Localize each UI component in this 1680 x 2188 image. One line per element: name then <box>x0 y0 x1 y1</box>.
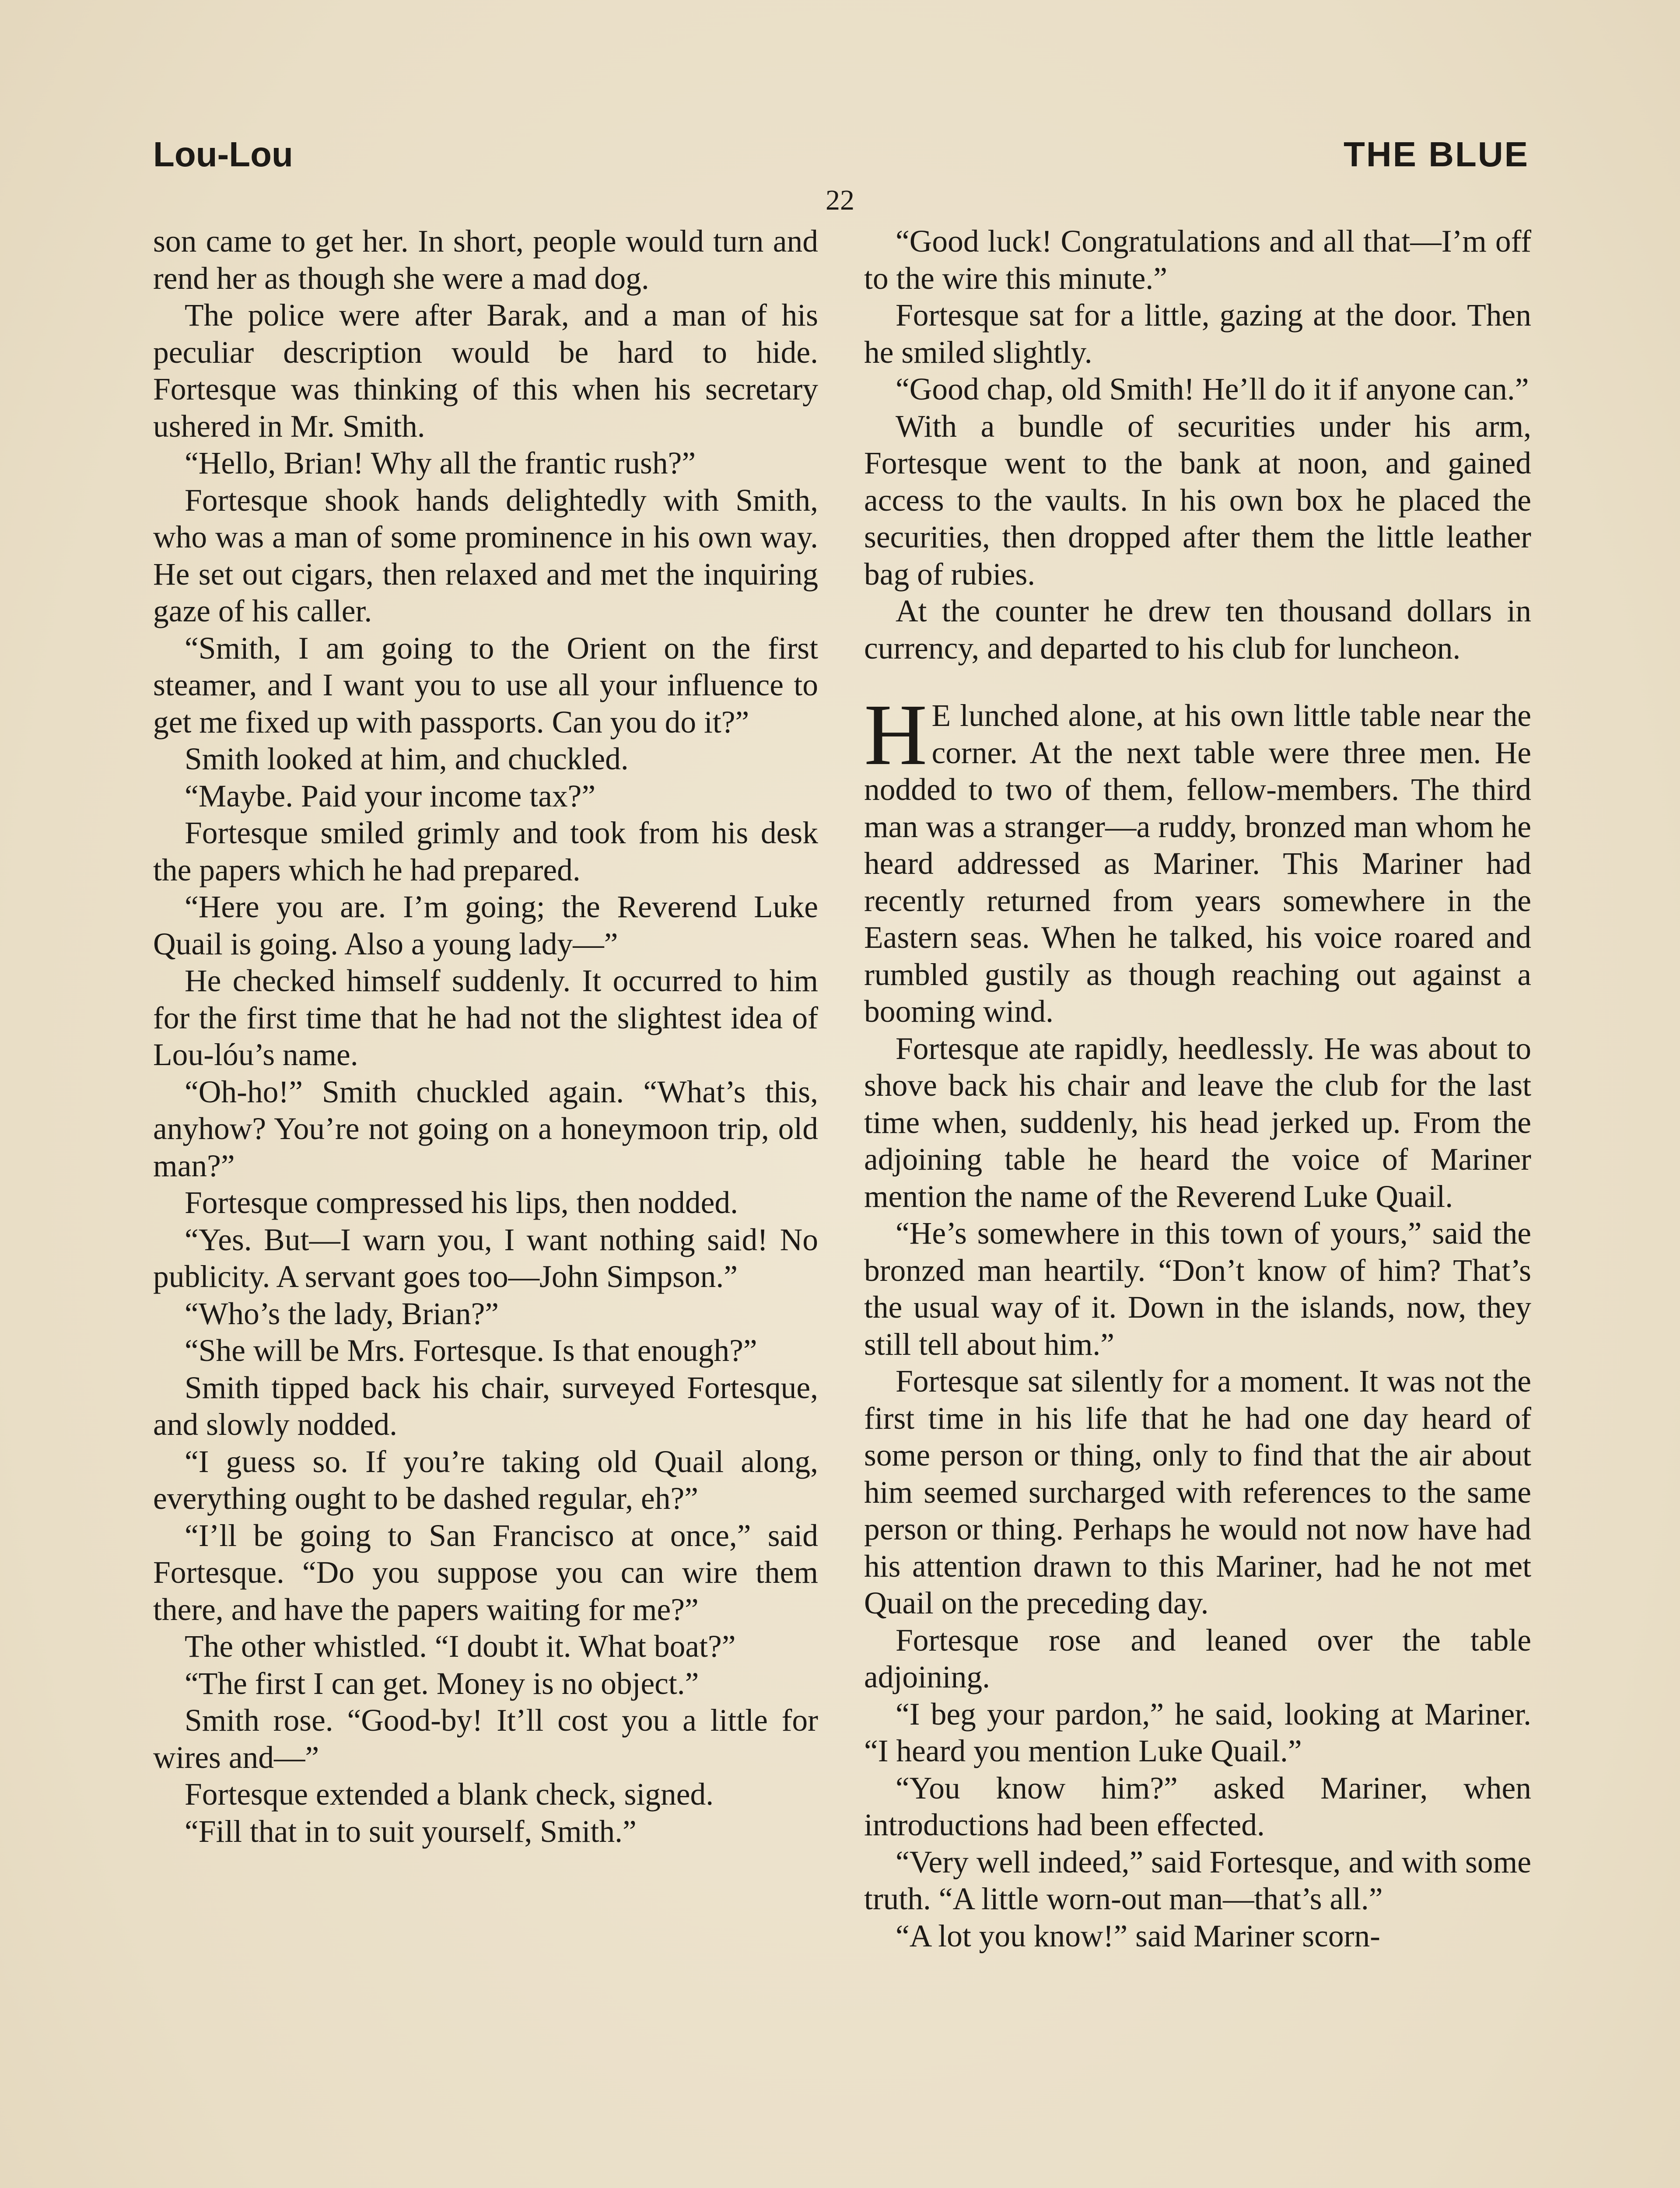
paragraph: “Maybe. Paid your income tax?” <box>185 778 596 813</box>
magazine-title: THE BLUE <box>1344 135 1529 174</box>
paragraph: “Fill that in to suit yourself, Smith.” <box>185 1814 637 1849</box>
right-text-column <box>864 223 1531 2188</box>
paragraph: “I’ll be going to San Francisco at once,” said Fortesque. “Do you suppose you can wire them there, and have the papers waiting for me?” <box>153 1518 818 1627</box>
paragraph: “Good chap, old Smith! He’ll do it if anyone can.” <box>896 372 1529 407</box>
left-text-column <box>153 223 818 2188</box>
paragraph: “He’s somewhere in this town of yours,” said the bronzed man heartily. “Don’t know of him? That’s the usual way of it. Down in the islands, now, they still tell about him.” <box>864 1216 1531 1362</box>
paragraph: At the counter he drew ten thousand dollars in currency, and departed to his club for luncheon. <box>864 594 1531 666</box>
paragraph: Fortesque sat for a little, gazing at the door. Then he smiled slightly. <box>864 298 1531 370</box>
paragraph: Fortesque extended a blank check, signed. <box>185 1777 714 1812</box>
paragraph: Fortesque compressed his lips, then nodded. <box>185 1185 738 1220</box>
paragraph: “Smith, I am going to the Orient on the first steamer, and I want you to use all your influence to get me fixed up with passports. Can you do it?” <box>153 631 818 740</box>
paragraph: “You know him?” asked Mariner, when introductions had been effected. <box>864 1771 1531 1842</box>
paragraph: “Oh-ho!” Smith chuckled again. “What’s this, anyhow? You’re not going on a honeymoon trip, old man?” <box>153 1074 818 1183</box>
paragraph: “A lot you know!” said Mariner scorn- <box>896 1918 1380 1953</box>
paragraph: “Here you are. I’m going; the Reverend Luke Quail is going. Also a young lady—” <box>153 890 818 961</box>
paragraph: “Very well indeed,” said Fortesque, and with some truth. “A little worn-out man—that’s all.” <box>864 1844 1531 1916</box>
paragraph: HE lunched alone, at his own little table near the corner. At the next table were three men. He nodded to two of them, fellow-members. The third man was a stranger—a ruddy, bronzed man whom he heard addressed as Mariner. This Mariner had recently returned from years somewhere in the Eastern seas. When he talked, his voice roared and rumbled gustily as though reaching out against a booming wind. <box>864 687 1531 1029</box>
paragraph: Fortesque shook hands delightedly with Smith, who was a man of some prominence in his own way. He set out cigars, then relaxed and met the inquiring gaze of his caller. <box>153 483 818 628</box>
paragraph: Fortesque rose and leaned over the table adjoining. <box>864 1623 1531 1694</box>
paragraph: “Hello, Brian! Why all the frantic rush?” <box>185 446 696 480</box>
paragraph: Fortesque ate rapidly, heedlessly. He was about to shove back his chair and leave the club for the last time when, suddenly, his head jerked up. From the adjoining table he heard the voice of Mariner mention the name of the Reverend Luke Quail. <box>864 1031 1531 1214</box>
paragraph: Smith tipped back his chair, surveyed Fortesque, and slowly nodded. <box>153 1370 818 1442</box>
paragraph: son came to get her. In short, people would turn and rend her as though she were a mad dog. <box>153 224 818 296</box>
paragraph: “The first I can get. Money is no object.” <box>185 1666 699 1701</box>
paragraph: Smith rose. “Good-by! It’ll cost you a little for wires and—” <box>153 1703 818 1775</box>
paragraph: “Yes. But—I warn you, I want nothing said! No publicity. A servant goes too—John Simpson.” <box>153 1222 818 1294</box>
paragraph: “She will be Mrs. Fortesque. Is that enough?” <box>185 1333 757 1368</box>
page-number: 22 <box>826 184 854 216</box>
story-title: Lou-Lou <box>153 135 293 174</box>
paragraph: “Who’s the lady, Brian?” <box>185 1296 499 1331</box>
paragraph: Smith looked at him, and chuckled. <box>185 742 629 776</box>
paragraph: “I beg your pardon,” he said, looking at Mariner. “I heard you mention Luke Quail.” <box>864 1697 1531 1768</box>
paragraph: “I guess so. If you’re taking old Quail along, everything ought to be dashed regular, eh?” <box>153 1444 818 1516</box>
paragraph: With a bundle of securities under his arm, Fortesque went to the bank at noon, and gained access to the vaults. In his own box he placed the securities, then dropped after them the little leather bag of rubies. <box>864 409 1531 592</box>
paragraph: The police were after Barak, and a man of his peculiar description would be hard to hide. Fortesque was thinking of this when his secretary ushered in Mr. Smith. <box>153 298 818 444</box>
paragraph: He checked himself suddenly. It occurred to him for the first time that he had not the slightest idea of Lou-lóu’s name. <box>153 964 818 1072</box>
paragraph: Fortesque smiled grimly and took from his desk the papers which he had prepared. <box>153 816 818 887</box>
paragraph: The other whistled. “I doubt it. What boat?” <box>185 1629 736 1664</box>
paragraph: “Good luck! Congratulations and all that—I’m off to the wire this minute.” <box>864 224 1531 296</box>
running-head <box>153 130 1529 179</box>
paragraph: Fortesque sat silently for a moment. It was not the first time in his life that he had one day heard of some person or thing, only to find that the air about him seemed surcharged with references to the same person or thing. Perhaps he would not now have had his attention drawn to this Mariner, had he not met Quail on the preceding day. <box>864 1364 1531 1620</box>
